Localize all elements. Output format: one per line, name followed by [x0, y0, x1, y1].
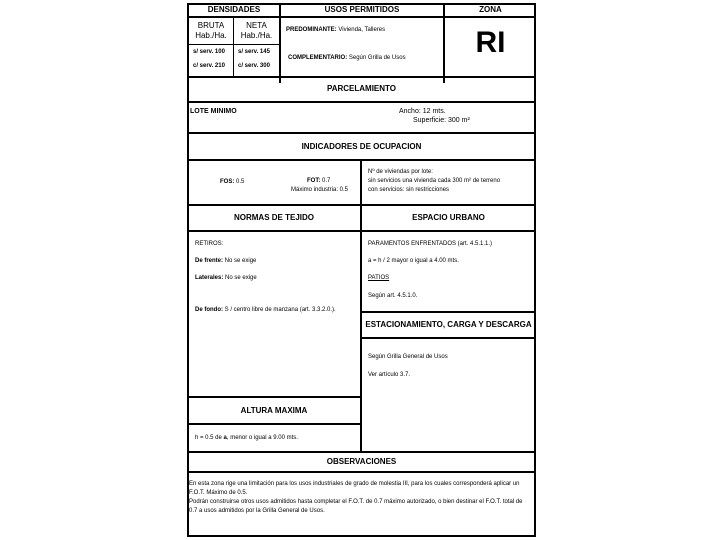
fos-value: 0.5 — [234, 179, 245, 185]
estacionamiento-title: ESTACIONAMIENTO, CARGA Y DESCARGA — [365, 320, 532, 329]
indicadores-title: INDICADORES DE OCUPACION — [301, 142, 422, 151]
parcelamiento-top-line — [187, 76, 536, 78]
fondo-value: S / centro libre de manzana (art. 3.3.2.0.). — [223, 307, 336, 313]
observaciones-title: OBSERVACIONES — [326, 457, 397, 466]
lote-ancho: Ancho: 12 mts. — [399, 108, 446, 115]
altura-text-pre: h = 0.5 de — [195, 435, 224, 441]
normas-title: NORMAS DE TEJIDO — [233, 213, 314, 222]
parcelamiento-title: PARCELAMIENTO — [326, 84, 397, 93]
altura-text — [195, 435, 298, 442]
bruta-unit: Hab./Ha. — [195, 31, 227, 40]
viviendas-line-3: con servicios: sin restricciones — [368, 187, 450, 193]
fot-indicator — [307, 178, 330, 185]
complementario-label: COMPLEMENTARIO: — [288, 55, 348, 61]
altura-text-post: , menor o igual a 9.00 mts. — [226, 435, 298, 441]
observaciones-top-line — [187, 451, 536, 453]
fot-label: FOT: — [307, 178, 321, 184]
frente-value: No se exige — [223, 258, 257, 264]
fot-value: 0.7 — [320, 178, 331, 184]
retiros-label: RETIROS: — [195, 241, 224, 247]
altura-top-line — [187, 396, 361, 398]
fot-industria: Máximo industria: 0.5 — [291, 187, 349, 193]
indicadores-divider — [360, 159, 362, 205]
uso-predominante — [286, 27, 385, 34]
viviendas-line-1: Nº de viviendas por lote: — [368, 169, 433, 175]
zona-code: RI — [475, 26, 506, 59]
viviendas-line-2: sin servicios una vivienda cada 300 m² de terreno — [368, 178, 501, 184]
bruta-label: BRUTA — [197, 21, 225, 30]
fos-label: FOS: — [220, 179, 235, 185]
espacio-urbano-title: ESPACIO URBANO — [412, 213, 485, 222]
neta-con-servicios: c/ serv. 300 — [238, 63, 270, 69]
observaciones-title-line — [187, 471, 536, 473]
lote-minimo-label: LOTE MINIMO — [190, 108, 237, 115]
bruta-sin-servicios: s/ serv. 100 — [193, 49, 225, 55]
neta-sin-servicios: s/ serv. 145 — [238, 49, 270, 55]
distance-formula: a = h / 2 mayor o igual a 4.00 mts. — [368, 258, 459, 264]
retiro-fondo — [195, 307, 336, 314]
uso-complementario — [288, 55, 406, 62]
parcelamiento-title-line — [187, 101, 536, 103]
retiro-laterales — [195, 275, 257, 282]
estacionamiento-line-1: Según Grilla General de Usos — [368, 354, 448, 360]
fos-indicator — [220, 179, 244, 186]
patios-article: Según art. 4.5.1.0. — [368, 293, 418, 299]
header-bottom-line — [187, 16, 536, 18]
lote-superficie: Superficie: 300 m² — [413, 117, 470, 124]
altura-title: ALTURA MAXIMA — [240, 406, 308, 415]
laterales-label: Laterales: — [195, 275, 224, 281]
frente-label: De frente: — [195, 258, 224, 264]
retiro-frente — [195, 258, 256, 265]
altura-title-line — [187, 423, 361, 425]
predominante-value: Vivienda, Talleres — [336, 27, 386, 33]
altura-text-a: a — [223, 435, 227, 441]
header-densidades: DENSIDADES — [207, 5, 261, 14]
densidades-sub-line — [187, 44, 279, 45]
indicadores-top-line — [187, 132, 536, 134]
header-divider-1 — [279, 3, 281, 83]
bruta-con-servicios: c/ serv. 210 — [193, 63, 225, 69]
estacionamiento-title-line — [360, 337, 536, 339]
observaciones-paragraph-1: En esta zona rige una limitación para los usos industriales de grado de molestia III, para los cuales corresponderá aplicar un F.O.T. Máximo de 0.5. — [189, 481, 520, 496]
paramentos-text: PARAMENTOS ENFRENTADOS (art. 4.5.1.1.) — [368, 241, 493, 247]
neta-label: NETA — [246, 21, 267, 30]
laterales-value: No se exige — [223, 275, 257, 281]
fondo-label: De fondo: — [195, 307, 223, 313]
complementario-value: Según Grilla de Usos — [347, 55, 406, 61]
patios-label: PATIOS — [368, 275, 390, 281]
header-usos-permitidos: USOS PERMITIDOS — [324, 5, 400, 14]
header-zona: ZONA — [479, 5, 502, 14]
estacionamiento-top-line — [360, 311, 536, 313]
predominante-label: PREDOMINANTE: — [286, 27, 337, 33]
estacionamiento-line-2: Ver artículo 3.7. — [368, 372, 411, 378]
observaciones-paragraph-2: Podrán construirse otros usos admitidos hasta completar el F.O.T. de 0.7 máximo autorizado, o bien destinar el F.O.T. total de 0.7 a usos admitidos por la Grilla General de Usos. — [189, 499, 523, 514]
neta-unit: Hab./Ha. — [240, 31, 273, 40]
